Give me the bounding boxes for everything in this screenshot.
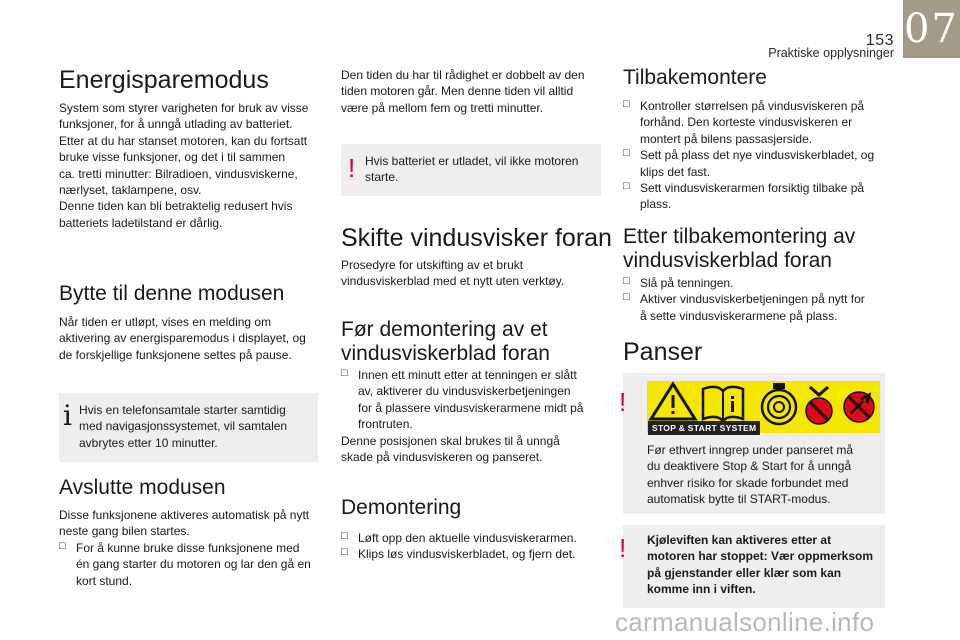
switch-mode-title: Bytte til denne modusen — [59, 282, 285, 305]
text-line: for å plassere vindusviskerarmene midt på — [358, 400, 584, 415]
text-line: Hvis en telefonsamtale starter samtidig — [79, 403, 286, 417]
text-line: batteriets ladetilstand er dårlig. — [59, 215, 223, 230]
bullet-icon: □ — [623, 98, 630, 110]
bullet-icon: □ — [341, 367, 348, 379]
hood-warning-box — [619, 373, 885, 514]
text-line: Prosedyre for utskifting av et brukt — [341, 258, 524, 272]
info-icon: i — [63, 399, 72, 432]
text-line: Kjøleviften kan aktiveres etter at — [647, 533, 832, 547]
battery-time-text — [341, 67, 606, 116]
text-line: kort stund. — [76, 573, 133, 588]
warning-triangle-icon — [651, 384, 695, 419]
heading-line: vindusviskerblad foran — [341, 342, 550, 365]
text-line: Aktiver vindusviskerbetjeningen på nytt for — [640, 292, 865, 307]
text-line: vindusviskerblad med et nytt uten verktøy. — [341, 274, 565, 289]
heading-line: Etter tilbakemontering av — [623, 225, 856, 248]
fan-warning-text — [647, 532, 883, 598]
text-line: være på mellom fem og tretti minutter. — [341, 100, 544, 115]
exit-mode-text — [59, 507, 329, 589]
text-line: Sett på plass det nye vindusviskerbladet, og — [640, 148, 875, 163]
text-line: klips det fast. — [640, 164, 711, 179]
text-line: å sette vindusviskerarmene på plass. — [640, 308, 838, 323]
text-line: Kontroller størrelsen på vindusviskeren på — [640, 99, 865, 113]
text-line: Når tiden er utløpt, vises en melding om — [59, 315, 272, 329]
after-refit-list — [623, 275, 893, 324]
warning-exclamation-icon: ! — [619, 533, 627, 563]
refit-title: Tilbakemontere — [623, 66, 767, 89]
after-refit-title — [623, 225, 855, 273]
text-line: skade på vindusviskeren og panseret. — [341, 450, 543, 465]
text-line: montert på bilens passasjerside. — [640, 131, 813, 146]
list-item — [341, 546, 606, 562]
before-dismount-title — [341, 318, 550, 366]
text-line: ca. tretti minutter: Bilradioen, vindusviskerne, — [59, 166, 298, 181]
text-line: av, aktiverer du vindusviskerbetjeningen — [358, 384, 571, 399]
section-title: Praktiske opplysninger — [768, 46, 894, 60]
hood-warning-text — [647, 442, 882, 508]
text-line: frontruten. — [358, 417, 413, 432]
text-line: Denne posisjonen skal brukes til å unngå — [341, 433, 560, 448]
text-line: Disse funksjonene aktiveres automatisk på nytt — [59, 508, 310, 522]
text-line: de forskjellige funksjonene settes på pause. — [59, 347, 292, 362]
text-line: én gang starter du motoren og lar den gå en — [76, 557, 311, 572]
info-box-text — [79, 402, 314, 451]
text-line: avbrytes etter 10 minutter. — [79, 435, 218, 450]
text-line: enhver risiko for skade forbundet med — [647, 475, 849, 490]
list-item — [623, 291, 893, 324]
text-line: Hvis batteriet er utladet, vil ikke motoren — [365, 154, 579, 168]
text-line: motoren har stoppet: Vær oppmerksom — [647, 549, 874, 564]
page-number: 153 — [865, 32, 894, 49]
warning-exclamation-icon: ! — [348, 153, 356, 183]
wiper-change-title: Skifte vindusvisker foran — [341, 224, 612, 252]
text-line: bruke visse funksjoner, og det i til sammen — [59, 150, 286, 165]
battery-warning-box — [341, 144, 601, 196]
text-line: plass. — [640, 197, 672, 212]
info-box — [59, 393, 318, 462]
text-line: Før ethvert inngrep under panseret må — [647, 443, 854, 457]
energy-saving-intro — [59, 100, 329, 231]
text-line: Innen ett minutt etter at tenningen er slått — [358, 368, 577, 382]
dismount-list — [341, 530, 606, 563]
wiper-change-text — [341, 257, 606, 290]
list-item — [59, 540, 329, 589]
text-line: aktivering av energisparemodus i displayet, og — [59, 331, 306, 346]
hood-title: Panser — [623, 338, 703, 366]
heading-line: vindusviskerblad foran — [623, 249, 832, 272]
list-item — [341, 367, 606, 433]
list-item — [341, 530, 606, 546]
chapter-tab: 07 — [903, 0, 960, 58]
warning-exclamation-icon: ! — [619, 387, 627, 417]
text-line: nærlyset, taklampene, osv. — [59, 183, 202, 198]
spiral-fan-icon — [762, 383, 796, 424]
text-line: Den tiden du har til rådighet er dobbelt av den — [341, 68, 585, 82]
bullet-icon: □ — [59, 539, 66, 552]
list-item — [623, 98, 893, 147]
before-dismount-text — [341, 367, 606, 465]
text-line: Slå på tenningen. — [640, 276, 734, 290]
stop-start-badge: STOP & START SYSTEM — [648, 421, 760, 435]
text-line: på gjenstander eller klær som kan — [647, 565, 842, 580]
manual-book-icon — [703, 387, 743, 421]
text-line: forhånd. Den korteste vindusviskeren er — [640, 115, 853, 130]
heading-line: Før demontering av et — [341, 318, 548, 341]
text-line: neste gang bilen startes. — [59, 524, 190, 539]
text-line: funksjoner, for å unngå utlading av batteriet. — [59, 117, 293, 132]
dismount-title: Demontering — [341, 496, 462, 519]
text-line: starte. — [365, 170, 399, 185]
exit-mode-title: Avslutte modusen — [59, 476, 226, 499]
text-line: komme inn i viften. — [647, 582, 756, 597]
bullet-icon: □ — [341, 530, 348, 542]
battery-warning-text — [365, 153, 595, 186]
no-entry-icon — [806, 387, 832, 424]
bullet-icon: □ — [623, 147, 630, 160]
text-line: For å kunne bruke disse funksjonene med — [76, 540, 300, 555]
switch-mode-text — [59, 314, 329, 363]
text-line: Klips løs vindusviskerbladet, og fjern det. — [358, 547, 576, 562]
text-line: Etter at du har stanset motoren, kan du fortsatt — [59, 133, 308, 148]
bullet-icon: □ — [623, 291, 630, 304]
bullet-icon: □ — [341, 546, 348, 559]
hood-pictograms — [647, 381, 880, 433]
text-line: automatisk bytte til START-modus. — [647, 492, 831, 507]
refit-list — [623, 98, 893, 213]
list-item — [623, 275, 893, 291]
text-line: Sett vindusviskerarmen forsiktig tilbake på — [640, 181, 865, 196]
text-line: Denne tiden kan bli betraktelig redusert hvis — [59, 199, 293, 214]
list-item — [623, 180, 893, 213]
bullet-icon: □ — [623, 275, 630, 287]
energy-saving-title: Energisparemodus — [59, 66, 269, 94]
watermark: carmanualsonline.info — [615, 607, 875, 637]
text-line: System som styrer varigheten for bruk av visse — [59, 101, 309, 115]
fan-warning-box — [619, 525, 885, 608]
bullet-icon: □ — [623, 180, 630, 193]
text-line: med navigasjonssystemet, vil samtalen — [79, 419, 288, 434]
text-line: tiden motoren går. Men denne tiden vil alltid — [341, 84, 574, 99]
list-item — [623, 147, 893, 180]
no-tools-icon — [844, 392, 874, 422]
text-line: du deaktivere Stop & Start for å unngå — [647, 459, 852, 474]
text-line: Løft opp den aktuelle vindusviskerarmen. — [358, 531, 577, 545]
